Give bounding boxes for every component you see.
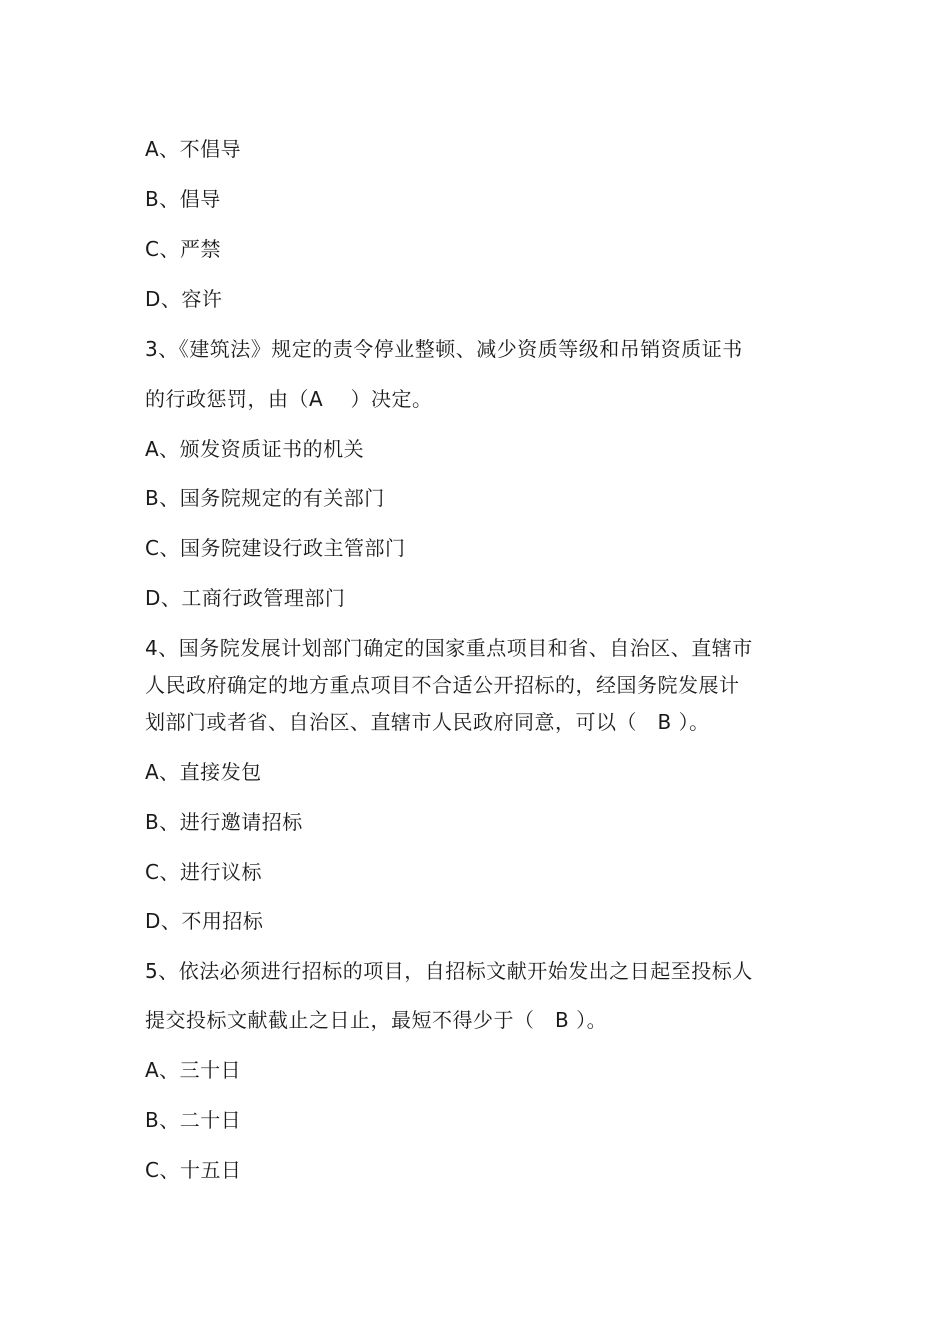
question-text: 人民政府确定的地方重点项目不合适公开招标的，经国务院发展计 <box>145 673 740 697</box>
question-text: 5、依法必须进行招标的项目，自招标文献开始发出之日起至投标人 <box>145 959 753 983</box>
question-text: 的行政惩罚，由（A ）决定。 <box>145 387 433 411</box>
question-text: 3、《建筑法》规定的责令停业整顿、减少资质等级和吊销资质证书 <box>145 337 743 361</box>
option-line: A、三十日 <box>145 1058 242 1082</box>
option-line: B、二十日 <box>145 1108 242 1132</box>
option-line: B、进行邀请招标 <box>145 810 303 834</box>
option-line: D、容许 <box>145 287 223 311</box>
option-line: D、不用招标 <box>145 909 264 933</box>
option-line: D、工商行政管理部门 <box>145 586 346 610</box>
option-line: A、颁发资质证书的机关 <box>145 437 365 461</box>
option-line: B、国务院规定的有关部门 <box>145 486 385 510</box>
option-line: A、直接发包 <box>145 760 262 784</box>
question-text: 提交投标文献截止之日止，最短不得少于（ B ）。 <box>145 1008 608 1032</box>
option-line: C、进行议标 <box>145 860 262 884</box>
question-text: 4、国务院发展计划部门确定的国家重点项目和省、自治区、直辖市 <box>145 636 753 660</box>
option-line: B、倡导 <box>145 187 221 211</box>
question-text: 划部门或者省、自治区、直辖市人民政府同意，可以（ B ）。 <box>145 710 710 734</box>
option-line: C、严禁 <box>145 237 221 261</box>
option-line: A、不倡导 <box>145 137 242 161</box>
option-line: C、国务院建设行政主管部门 <box>145 536 406 560</box>
option-line: C、十五日 <box>145 1158 242 1182</box>
